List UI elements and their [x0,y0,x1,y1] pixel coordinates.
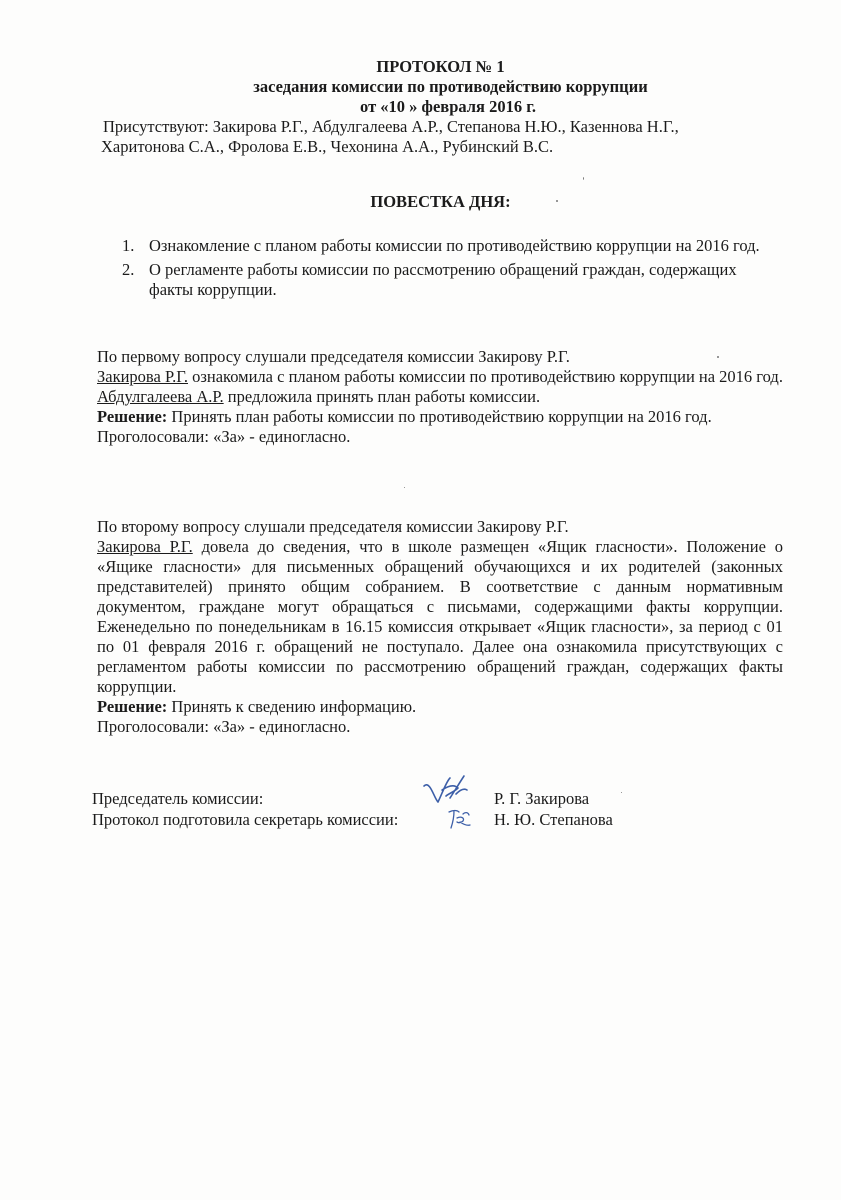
agenda-item-text: О регламенте работы комиссии по рассмотрению обращений граждан, содержащих факты коррупции. [149,260,737,299]
agenda-heading-text: ПОВЕСТКА ДНЯ: [370,192,511,211]
agenda-item-number: 1. [122,236,135,255]
scan-speck [583,177,584,180]
question-1-speaker-2 [97,387,783,407]
question-2-speaker [97,537,783,697]
title-date: от «10 » февраля 2016 г. [360,97,536,116]
secretary-signature-row [92,810,712,831]
speaker-name: Абдулгалеева А.Р. [97,387,224,406]
secretary-name: Н. Ю. Степанова [494,810,613,829]
scan-speck [621,792,622,793]
scan-speck [556,200,558,202]
secretary-role: Протокол подготовила секретарь комиссии: [92,810,399,829]
document-title [0,57,841,117]
question-2-vote: Проголосовали: «За» - единогласно. [97,717,351,736]
speaker-name: Закирова Р.Г. [97,537,193,556]
question-2-section [97,517,783,737]
speaker-statement: довела до сведения, что в школе размещен «Ящик гласности». Положение о «Ящике гласности» для письменных обращений обучающихся и их родителей (законных представителей) принято общим собранием. В соответствие с данным нормативным документом, граждане могут обращаться с письмами, содержащими факты коррупции. Еженедельно по понедельникам в 16.15 комиссия открывает «Ящик гласности», за период с 01 по 01 февраля 2016 г. обращений не поступало. Далее она ознакомила присутствующих с регламентом работы комиссии по рассмотрению обращений граждан, содержащих факты коррупции. [97,537,784,696]
attendees [103,117,783,157]
chair-role: Председатель комиссии: [92,789,264,808]
agenda-item-number: 2. [122,260,135,279]
speaker-name: Закирова Р.Г. [97,367,188,386]
agenda-item [116,260,780,300]
title-subject: заседания комиссии по противодействию коррупции [253,77,648,96]
chair-name: Р. Г. Закирова [494,789,590,808]
chair-signature-row [92,789,712,810]
signature-block [92,789,712,831]
attendees-line-1: Присутствуют: Закирова Р.Г., Абдулгалеева А.Р., Степанова Н.Ю., Казеннова Н.Г., [103,117,679,136]
question-1-vote: Проголосовали: «За» - единогласно. [97,427,351,446]
question-2-intro: По второму вопросу слушали председателя комиссии Закирову Р.Г. [97,517,569,536]
scan-speck [404,487,405,488]
chair-handwritten-signature [420,772,470,808]
speaker-statement: предложила принять план работы комиссии. [223,387,541,406]
question-1-section [97,347,783,447]
question-1-decision [97,407,783,427]
decision-label: Решение: [97,697,168,716]
title-protocol-number: ПРОТОКОЛ № 1 [376,57,505,76]
speaker-statement: ознакомила с планом работы комиссии по противодействию коррупции на 2016 год. [188,367,783,386]
agenda-heading [0,192,841,212]
question-2-decision [97,697,783,717]
scan-speck [717,356,719,358]
agenda-item-text: Ознакомление с планом работы комиссии по противодействию коррупции на 2016 год. [149,236,760,255]
decision-label: Решение: [97,407,168,426]
decision-text: Принять план работы комиссии по противодействию коррупции на 2016 год. [167,407,712,426]
agenda-list [116,236,780,304]
decision-text: Принять к сведению информацию. [167,697,417,716]
question-1-speaker-1 [97,367,783,387]
agenda-item [116,236,780,256]
attendees-line-2: Харитонова С.А., Фролова Е.В., Чехонина А.А., Рубинский В.С. [101,137,554,156]
secretary-handwritten-signature [445,806,473,832]
question-1-intro: По первому вопросу слушали председателя комиссии Закирову Р.Г. [97,347,570,366]
